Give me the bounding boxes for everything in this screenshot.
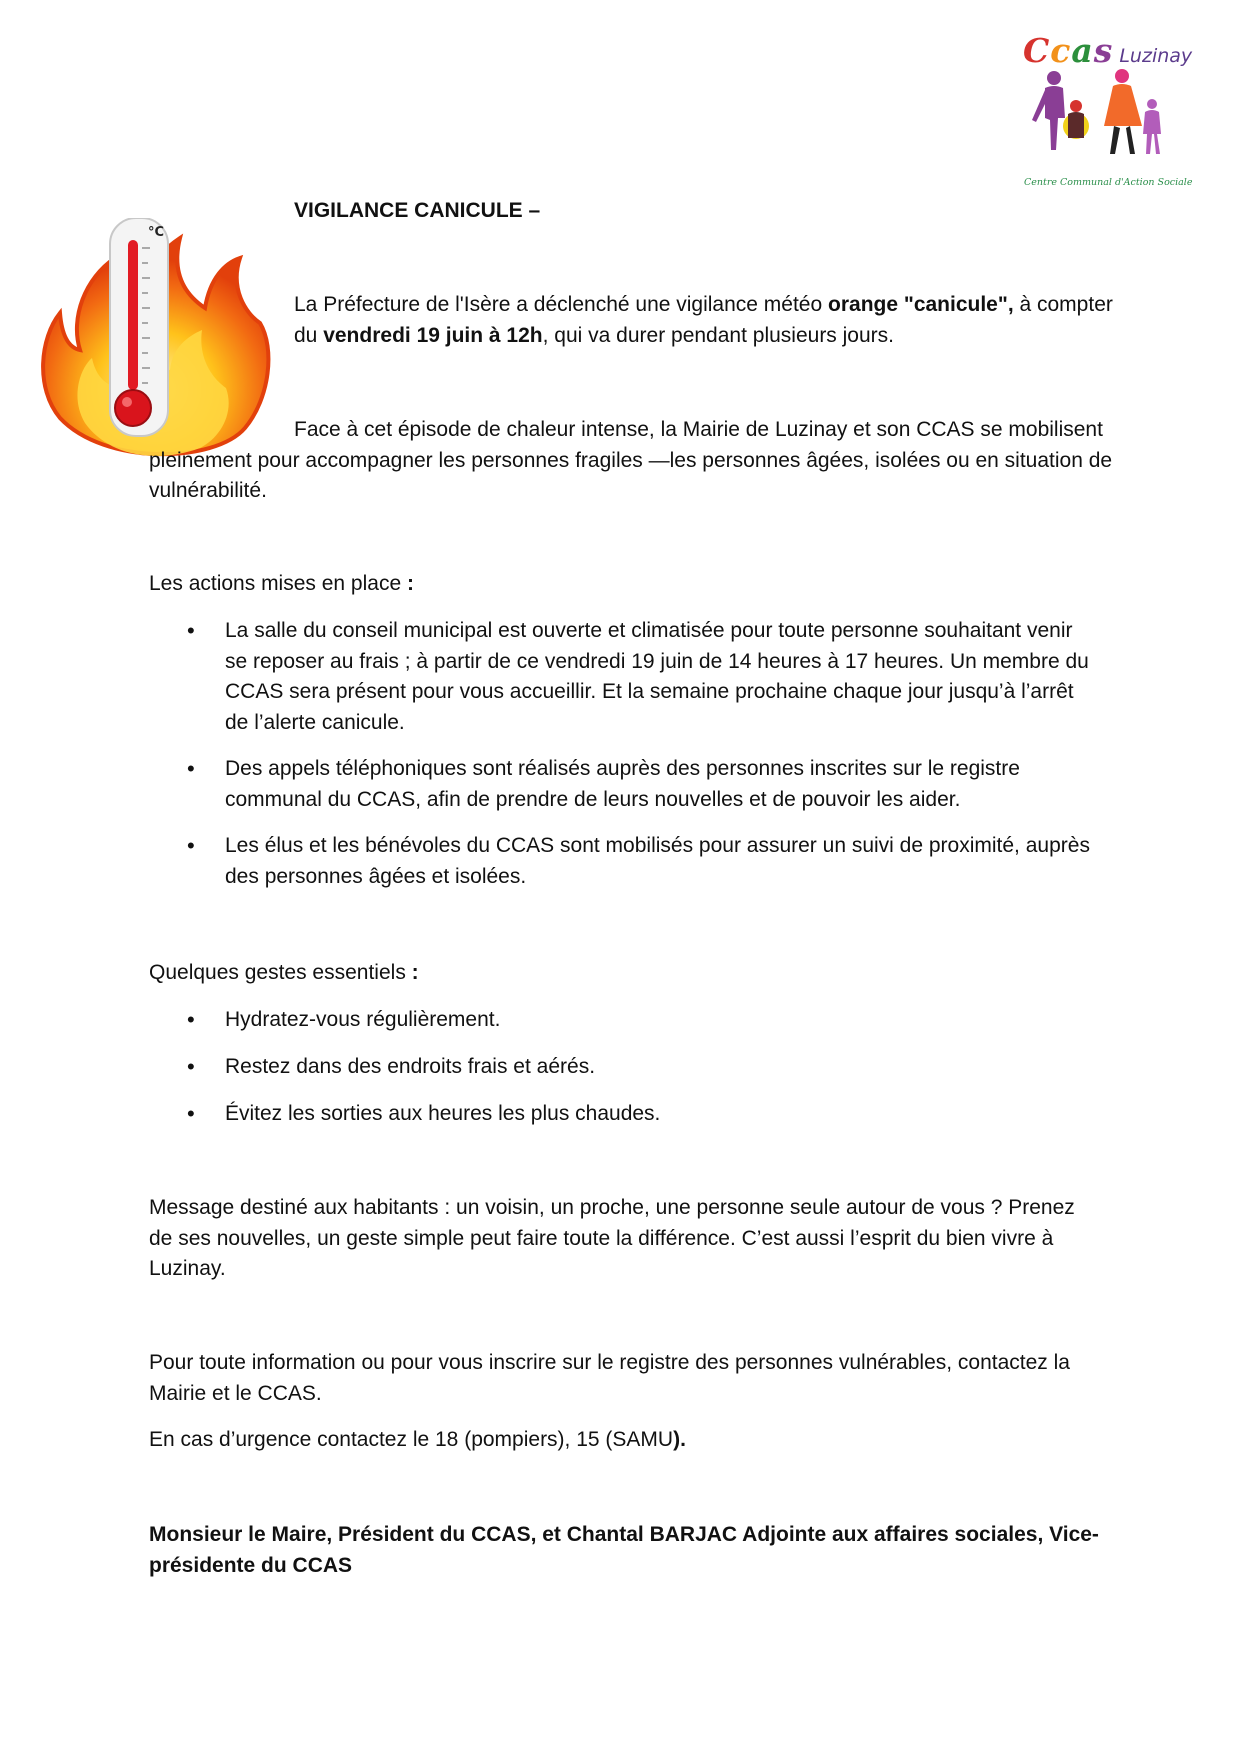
gestures-list bbox=[149, 1005, 1095, 1130]
emergency-contacts bbox=[149, 1425, 686, 1456]
celsius-unit-label: °C bbox=[148, 225, 165, 240]
logo-letter: s bbox=[1093, 31, 1114, 70]
registration-info: Pour toute information ou pour vous inscrire sur le registre des personnes vulnérables, contactez la Mairie et le CCAS. bbox=[149, 1351, 1070, 1405]
actions-heading-colon: : bbox=[406, 572, 414, 595]
intro-text: à compter du bbox=[294, 293, 1113, 347]
ccas-luzinay-logo bbox=[1018, 31, 1193, 188]
logo-town-name: Luzinay bbox=[1119, 45, 1193, 67]
intro-text: , qui va durer pendant plusieurs jours. bbox=[542, 323, 894, 347]
page-title: VIGILANCE CANICULE – bbox=[294, 199, 541, 222]
list-item: • Des appels téléphoniques sont réalisés auprès des personnes inscrites sur le registre communal du CCAS, afin de prendre de leurs nouvelles et de pouvoir les aider. bbox=[149, 754, 1095, 815]
gestures-heading bbox=[149, 958, 419, 989]
actions-list bbox=[149, 616, 1095, 892]
signature: Monsieur le Maire, Président du CCAS, et Chantal BARJAC Adjointe aux affaires sociales, Vice-présidente du CCAS bbox=[149, 1523, 1099, 1577]
logo-wordmark bbox=[1023, 31, 1193, 72]
residents-message: Message destiné aux habitants : un voisin, un proche, une personne seule autour de vous ? Prenez de ses nouvelles, un geste simple peut faire toute la différence. C’est aussi l’esprit du bien vivre à Luzinay. bbox=[149, 1196, 1075, 1280]
context-paragraph bbox=[149, 415, 1129, 507]
intro-start-date: vendredi 19 juin à 12h bbox=[323, 323, 543, 347]
list-item: • Restez dans des endroits frais et aérés. bbox=[149, 1052, 1095, 1083]
intro-alert-level: orange "canicule", bbox=[828, 293, 1014, 316]
list-item: • Hydratez-vous régulièrement. bbox=[149, 1005, 1095, 1036]
intro-paragraph bbox=[294, 290, 1124, 351]
emergency-text: En cas d’urgence contactez le 18 (pompiers), 15 (SAMU bbox=[149, 1428, 674, 1451]
logo-letter: C bbox=[1023, 31, 1051, 70]
actions-heading-text: Les actions mises en place bbox=[149, 572, 407, 595]
actions-heading bbox=[149, 569, 414, 600]
family-figures-icon bbox=[1018, 68, 1190, 168]
list-item: • Évitez les sorties aux heures les plus chaudes. bbox=[149, 1099, 1095, 1130]
logo-letter: c bbox=[1050, 31, 1072, 70]
list-item: • La salle du conseil municipal est ouverte et climatisée pour toute personne souhaitant venir se reposer au frais ; à partir de ce vendredi 19 juin de 14 heures à 17 heures. Un membre du CCAS sera présent pour vous accueillir. Et la semaine prochaine chaque jour jusqu’à l’arrêt de l’alerte canicule. bbox=[149, 616, 1095, 738]
emergency-text-end: ). bbox=[673, 1428, 686, 1451]
logo-ccas-text bbox=[1023, 31, 1113, 70]
gestures-heading-text: Quelques gestes essentiels bbox=[149, 961, 412, 984]
context-text: Face à cet épisode de chaleur intense, la Mairie de Luzinay et son CCAS se mobilisent pleinement pour accompagner les personnes fragiles —les personnes âgées, isolées ou en situation de vulnérabilité. bbox=[149, 418, 1113, 502]
logo-tagline: Centre Communal d'Action Sociale bbox=[1024, 177, 1193, 188]
gestures-heading-colon: : bbox=[411, 961, 419, 984]
logo-letter: a bbox=[1071, 31, 1094, 70]
intro-text: La Préfecture de l'Isère a déclenché une vigilance météo bbox=[294, 293, 829, 316]
list-item: • Les élus et les bénévoles du CCAS sont mobilisés pour assurer un suivi de proximité, auprès des personnes âgées et isolées. bbox=[149, 831, 1095, 892]
